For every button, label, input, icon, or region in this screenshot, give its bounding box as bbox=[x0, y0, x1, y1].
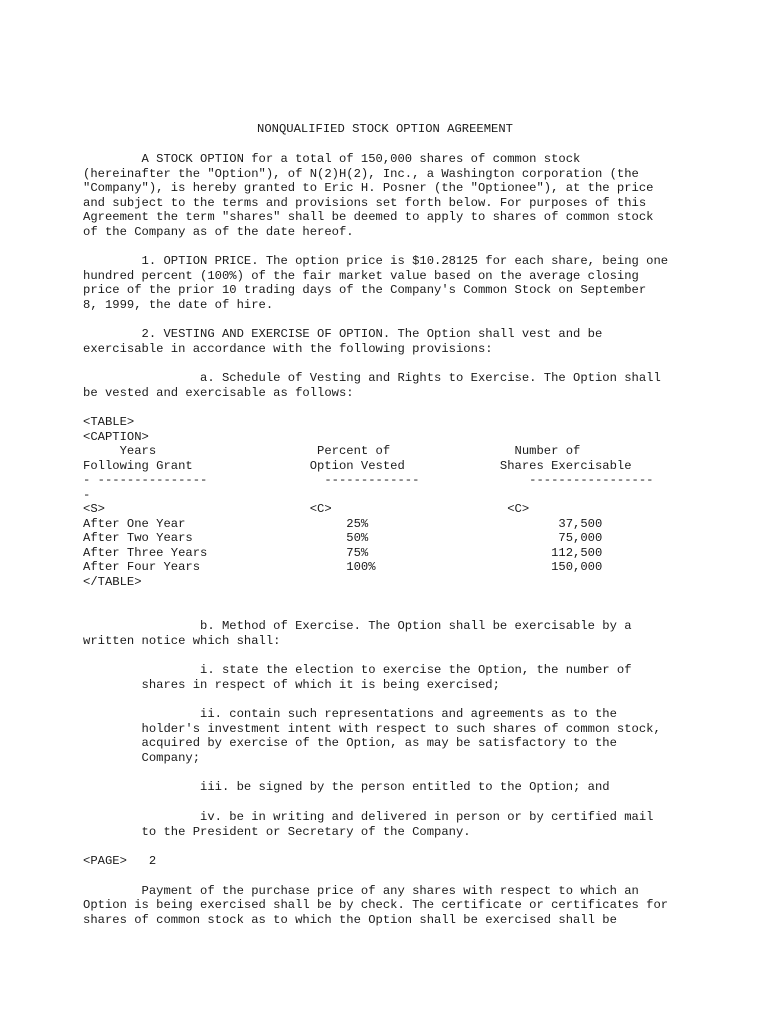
intro-line: (hereinafter the "Option"), of N(2)H(2), Inc., a Washington corporation (the bbox=[83, 166, 639, 181]
table-row: After Three Years 75% 112,500 bbox=[83, 545, 603, 560]
table-row: After Four Years 100% 150,000 bbox=[83, 560, 603, 574]
table-close-tag: </TABLE> bbox=[83, 574, 142, 589]
payment-line: shares of common stock as to which the Option shall be exercised shall be bbox=[83, 912, 617, 927]
table-caption-tag: <CAPTION> bbox=[83, 429, 149, 444]
table-header-row: Following Grant Option Vested Shares Exercisable bbox=[83, 458, 632, 473]
item-ii-line: Company; bbox=[83, 750, 201, 765]
table-header-row: Years Percent of Number of bbox=[83, 444, 581, 458]
item-ii-line: holder's investment intent with respect to such shares of common stock, bbox=[83, 721, 661, 736]
item-i-line: shares in respect of which it is being exercised; bbox=[83, 677, 500, 692]
intro-line: Agreement the term "shares" shall be deemed to apply to shares of common stock bbox=[83, 210, 654, 224]
section-2b-line: b. Method of Exercise. The Option shall be exercisable by a bbox=[83, 619, 632, 633]
intro-line: of the Company as of the date hereof. bbox=[83, 224, 354, 239]
table-rule: - bbox=[83, 487, 91, 502]
payment-line: Option is being exercised shall be by check. The certificate or certificates for bbox=[83, 898, 669, 912]
section-2-line: 2. VESTING AND EXERCISE OF OPTION. The Option shall vest and be bbox=[83, 327, 603, 341]
intro-line: A STOCK OPTION for a total of 150,000 shares of common stock bbox=[83, 152, 581, 166]
payment-line: Payment of the purchase price of any shares with respect to which an bbox=[83, 883, 639, 898]
item-iii-line: iii. be signed by the person entitled to the Option; and bbox=[83, 780, 610, 794]
section-2b-line: written notice which shall: bbox=[83, 633, 281, 648]
intro-line: and subject to the terms and provisions set forth below. For purposes of this bbox=[83, 195, 647, 210]
section-1-line: hundred percent (100%) of the fair market value based on the average closing bbox=[83, 268, 639, 283]
intro-line: "Company"), is hereby granted to Eric H. Posner (the "Optionee"), at the price bbox=[83, 181, 654, 195]
item-i-line: i. state the election to exercise the Option, the number of bbox=[83, 663, 632, 677]
table-rule: - --------------- ------------- ----------------- bbox=[83, 473, 654, 487]
section-1-line: price of the prior 10 trading days of the Company's Common Stock on September bbox=[83, 283, 647, 297]
section-1-line: 1. OPTION PRICE. The option price is $10.28125 for each share, being one bbox=[83, 254, 669, 268]
table-open-tag: <TABLE> bbox=[83, 415, 135, 429]
document-title: NONQUALIFIED STOCK OPTION AGREEMENT bbox=[257, 122, 513, 136]
table-row: After One Year 25% 37,500 bbox=[83, 516, 603, 531]
table-column-markers: <S> <C> <C> bbox=[83, 502, 530, 516]
item-ii-line: ii. contain such representations and agreements as to the bbox=[83, 707, 617, 721]
item-iv-line: iv. be in writing and delivered in person or by certified mail bbox=[83, 810, 654, 824]
table-row: After Two Years 50% 75,000 bbox=[83, 531, 603, 545]
page-marker: <PAGE> 2 bbox=[83, 854, 157, 868]
section-2-line: exercisable in accordance with the following provisions: bbox=[83, 341, 493, 356]
item-iv-line: to the President or Secretary of the Company. bbox=[83, 824, 471, 839]
item-ii-line: acquired by exercise of the Option, as may be satisfactory to the bbox=[83, 736, 617, 750]
section-1-line: 8, 1999, the date of hire. bbox=[83, 297, 274, 312]
section-2a-line: be vested and exercisable as follows: bbox=[83, 385, 354, 400]
section-2a-line: a. Schedule of Vesting and Rights to Exercise. The Option shall bbox=[83, 371, 661, 385]
